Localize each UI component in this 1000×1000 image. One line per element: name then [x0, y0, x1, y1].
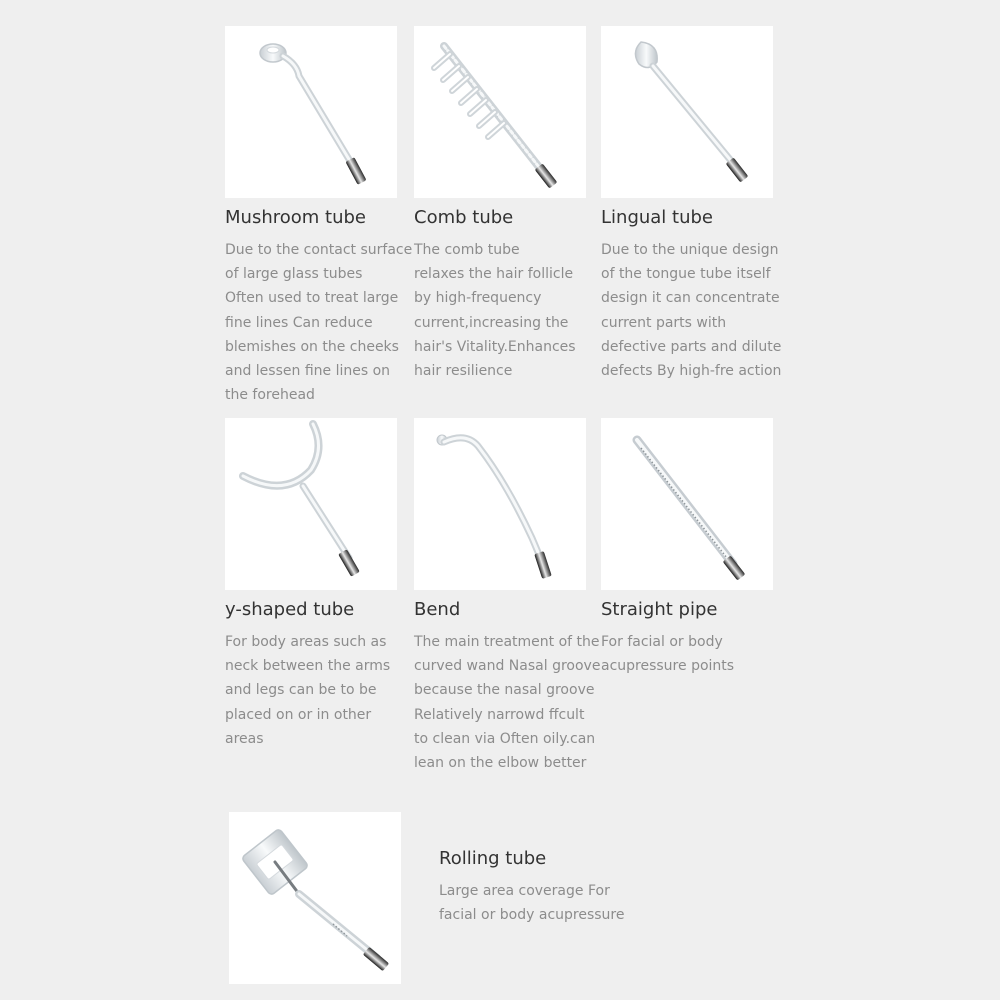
- product-description: Large area coverage For facial or body acupressure: [439, 883, 625, 924]
- product-title: Comb tube: [414, 207, 514, 228]
- product-title: Bend: [414, 599, 461, 620]
- product-description: The main treatment of the curved wand Nasal groove because the nasal groove Relatively narrowd ffcult to clean via Often oily.can lean on the elbow better: [414, 634, 601, 772]
- mushroom-tube-image: [225, 26, 397, 198]
- comb-tube-image: [414, 26, 586, 198]
- rolling-tube-image: [229, 812, 401, 984]
- bend-tube-image: [414, 418, 586, 590]
- product-description: Due to the contact surface of large glass tubes Often used to treat large fine lines Can reduce blemishes on the cheeks and lessen fine lines on the forehead: [225, 242, 413, 404]
- product-description: For body areas such as neck between the arms and legs can be to be placed on or in other areas: [225, 634, 391, 747]
- y-shaped-tube-image: [225, 418, 397, 590]
- product-description: For facial or body acupressure points: [601, 634, 735, 675]
- straight-pipe-image: [601, 418, 773, 590]
- product-description: Due to the unique design of the tongue tube itself design it can concentrate current parts with defective parts and dilute defects By high-fre action: [601, 242, 782, 380]
- product-description: The comb tube relaxes the hair follicle by high-frequency current,increasing the hair's Vitality.Enhances hair resilience: [414, 242, 576, 380]
- product-title: Lingual tube: [601, 207, 713, 228]
- product-title: Mushroom tube: [225, 207, 366, 228]
- product-title: Straight pipe: [601, 599, 718, 620]
- lingual-tube-image: [601, 26, 773, 198]
- product-title: Rolling tube: [439, 848, 547, 869]
- product-title: y-shaped tube: [225, 599, 355, 620]
